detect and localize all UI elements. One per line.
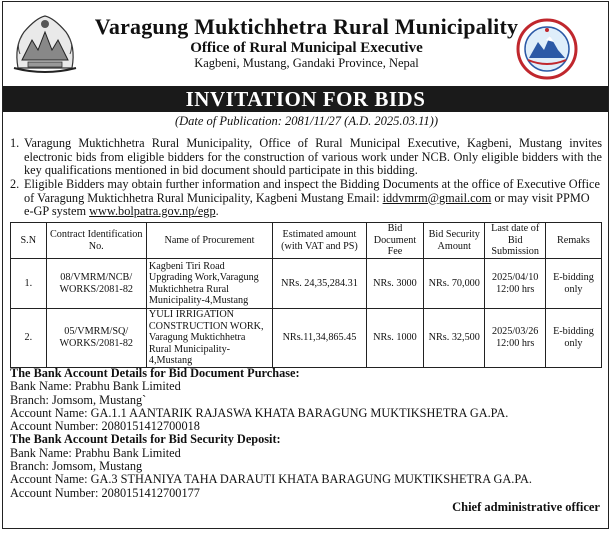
- cell-security: NRs. 70,000: [424, 259, 485, 309]
- table-row: [11, 259, 602, 309]
- column-header: Bid Security Amount: [424, 223, 485, 259]
- cell-estimate: NRs.11,34,865.45: [273, 309, 367, 368]
- column-header: Bid Document Fee: [366, 223, 423, 259]
- email-link[interactable]: iddvmrm@gmail.com: [382, 190, 492, 205]
- column-header: Last date of Bid Submission: [485, 223, 545, 259]
- website-link[interactable]: www.bolpatra.gov.np/egp: [89, 204, 216, 218]
- cell-doc-fee: NRs. 3000: [366, 259, 423, 309]
- publication-date: (Date of Publication: 2081/11/27 (A.D. 2025.03.11)): [174, 114, 439, 128]
- cell-contract-id: 05/VMRM/SQ/ WORKS/2081-82: [46, 309, 146, 368]
- cell-estimate: NRs. 24,35,284.31: [273, 259, 367, 309]
- bank-sec-heading: The Bank Account Details for Bid Security Deposit:: [10, 432, 281, 447]
- bank-sec-account-number: Account Number: 2080151412700177: [10, 485, 200, 500]
- paragraph-2: [10, 178, 602, 219]
- cell-procurement: Kagbeni Tiri Road Upgrading Work,Varagung Muktichhetra Rural Municipality-4,Mustang: [146, 259, 272, 309]
- cell-remarks: E-bidding only: [545, 309, 601, 368]
- bank-sec-branch: Branch: Jomsom, Mustang: [10, 459, 143, 474]
- cell-security: NRs. 32,500: [424, 309, 485, 368]
- office-subtitle: Office of Rural Municipal Executive: [190, 40, 423, 56]
- paragraph-1: [10, 137, 602, 178]
- cell-last-date: 2025/03/26 12:00 hrs: [485, 309, 545, 368]
- document-header: [0, 0, 613, 86]
- column-header: S.N: [11, 223, 47, 259]
- column-header: Remaks: [545, 223, 601, 259]
- paragraph-text: [24, 178, 602, 219]
- cell-last-date: 2025/04/10 12:00 hrs: [485, 259, 545, 309]
- paragraph-text: Varagung Muktichhetra Rural Municipality, Office of Rural Municipal Executive, Kagbeni, Mustang invites electronic bids from eligible bidders for the construction of various work under NCB. Only eligible bidders with the key qualifications mentioned in bid document should participate in this bidding.: [24, 136, 602, 177]
- bids-table: [10, 222, 602, 368]
- bank-doc-branch: Branch: Jomsom, Mustang`: [10, 392, 147, 407]
- municipality-logo-icon: [516, 18, 578, 80]
- column-header: Estimated amount (with VAT and PS): [273, 223, 367, 259]
- signature-title: Chief administrative officer: [452, 500, 600, 514]
- cell-contract-id: 08/VMRM/NCB/ WORKS/2081-82: [46, 259, 146, 309]
- bank-sec-name: Bank Name: Prabhu Bank Limited: [10, 445, 181, 460]
- paragraph-number: 1.: [10, 136, 20, 150]
- paragraph-text-part: .: [215, 204, 219, 218]
- paragraph-number: 2.: [10, 177, 20, 191]
- column-header: Name of Procurement: [146, 223, 272, 259]
- paragraph-text-part: or may visit PPMO e-GP system: [24, 190, 590, 218]
- table-header-row: [11, 223, 602, 259]
- bank-doc-name: Bank Name: Prabhu Bank Limited: [10, 379, 181, 394]
- cell-doc-fee: NRs. 1000: [366, 309, 423, 368]
- column-header: Contract Identification No.: [46, 223, 146, 259]
- table-row: [11, 309, 602, 368]
- bank-doc-account-number: Account Number: 2080151412700018: [10, 419, 200, 434]
- invitation-banner: INVITATION FOR BIDS: [3, 86, 608, 112]
- municipality-title: Varagung Muktichhetra Rural Municipality: [94, 14, 519, 39]
- bank-details: [10, 367, 602, 500]
- bank-doc-account-name: Account Name: GA.1.1 AANTARIK RAJASWA KHATA BARAGUNG MUKTIKSHETRA GA.PA.: [10, 405, 509, 420]
- office-address: Kagbeni, Mustang, Gandaki Province, Nepal: [194, 56, 419, 70]
- cell-remarks: E-bidding only: [545, 259, 601, 309]
- cell-sn: 1.: [11, 259, 47, 309]
- cell-procurement: YULI IRRIGATION CONSTRUCTION WORK, Varagung Muktichhetra Rural Municipality-4,Mustang: [146, 309, 272, 368]
- bank-sec-account-name: Account Name: GA.3 STHANIYA TAHA DARAUTI KHATA BARAGUNG MUKTIKSHETRA GA.PA.: [10, 472, 533, 487]
- cell-sn: 2.: [11, 309, 47, 368]
- paragraph-text-part: Eligible Bidders may obtain further information and inspect the Bidding Documents at the office of Executive Office of Varagung Muktichhetra Rural Municipality, Kagbeni Mustang Email:: [24, 177, 600, 205]
- bank-doc-heading: The Bank Account Details for Bid Document Purchase:: [10, 366, 300, 380]
